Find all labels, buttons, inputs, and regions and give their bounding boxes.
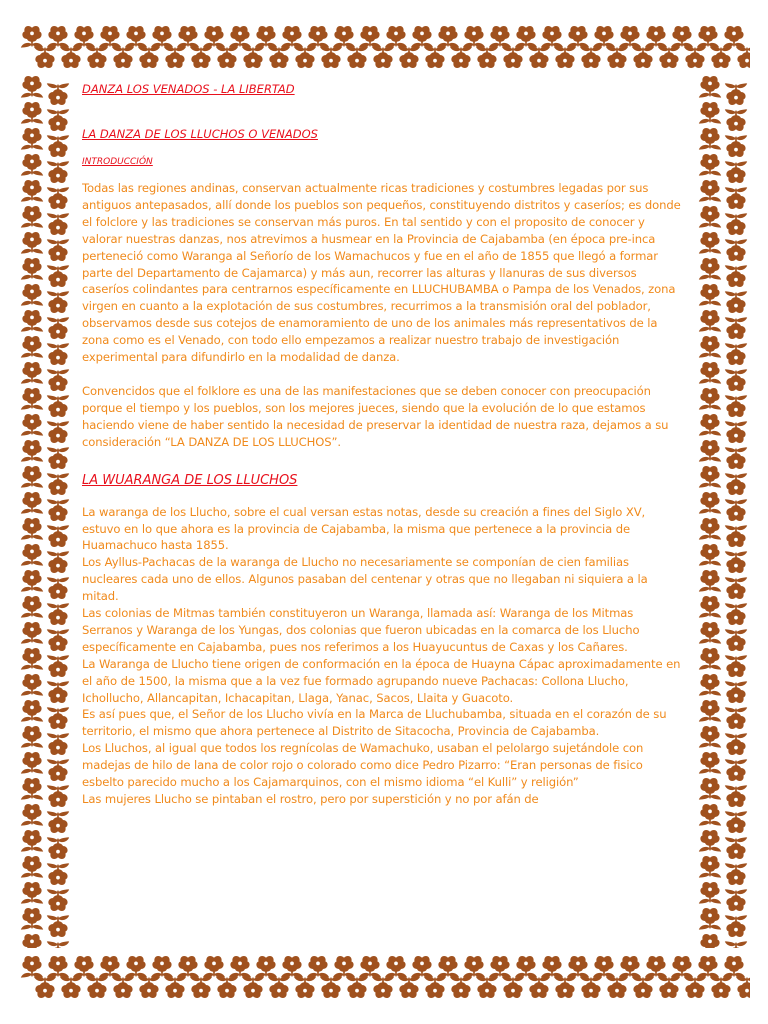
waranga-paragraph: Los Ayllus-Pachacas de la waranga de Llucho no necesariamente se componían de cien familias nucleares cada uno de ellos. Algunos pasaban del centenar y otras que no llegaban ni siquiera a la mitad. (82, 555, 648, 604)
document-title: DANZA LOS VENADOS - LA LIBERTAD (82, 82, 295, 96)
page-border-left (18, 76, 74, 948)
intro-paragraph: Todas las regiones andinas, conservan actualmente ricas tradiciones y costumbres legadas por sus antiguos antepasados, allí donde los pueblos son pequeños, constituyendo distritos y caseríos; es donde el folclore y las tradiciones se conservan más puros. En tal sentido y con el proposito de conocer y valorar nuestras danzas, nos atrevimos a husmear en la Provincia de Cajabamba (en época pre-inca perteneció como Waranga al Señorío de los Wamachucos y fue en el año de 1855 que llegó a formar parte del Departamento de Cajamarca) y más aun, recorrer las alturas y llanuras de sus diversos caseríos colindantes para centrarnos específicamente en LLUCHUBAMBA o Pampa de los Venados, zona virgen en cuanto a la explotación de sus costumbres, recurrimos a la transmisión oral del poblador, observamos desde sus cotejos de enamoramiento de uno de los animales más representativos de la zona como es el Venado, con todo ello empezamos a realizar nuestro trabajo de investigación experimental para difundirlo en la modalidad de danza. (82, 181, 681, 365)
waranga-paragraph: Los Lluchos, al igual que todos los regnícolas de Wamachuko, usaban el pelolargo sujetándole con madejas de hilo de lana de color rojo o colorado como dice Pedro Pizarro: “Eran personas de fisico esbelto parecido mucho a los Cajamarquinos, con el mismo idioma “el Kulli” y religión” (82, 741, 644, 790)
document-subtitle: LA DANZA DE LOS LLUCHOS O VENADOS (82, 127, 318, 141)
page-border-top (18, 20, 750, 76)
flower-ornament-icon (18, 20, 750, 76)
waranga-paragraph: Las mujeres Llucho se pintaban el rostro, pero por superstición y no por afán de (82, 792, 539, 806)
flower-ornament-icon (18, 76, 74, 948)
waranga-paragraph: Es así pues que, el Señor de los Llucho vivía en la Marca de Lluchubamba, situada en el corazón de su territorio, el mismo que ahora pertenece al Distrito de Sitacocha, Provincia de Cajabamba. (82, 707, 667, 739)
waranga-section (82, 504, 686, 808)
flower-ornament-icon (694, 76, 750, 948)
section-heading-intro: INTRODUCCIÓN (82, 157, 153, 167)
waranga-paragraph: Las colonias de Mitmas también constituyeron un Waranga, llamada así: Waranga de los Mitmas Serranos y Waranga de los Yungas, dos colonias que fueron ubicadas en la comarca de los Llucho específicamente en Cajabamba, pues nos referimos a los Huayucuntus de Caxas y los Cañares. (82, 606, 640, 654)
section-heading-waranga: LA WUARANGA DE LOS LLUCHOS (82, 472, 298, 488)
flower-ornament-icon (18, 948, 750, 1004)
document-body (82, 78, 686, 946)
intro-paragraph: Convencidos que el folklore es una de las manifestaciones que se deben conocer con preocupación porque el tiempo y los pueblos, son los mejores jueces, siendo que la evolución de lo que estamos haciendo viene de haber sentido la necesidad de preservar la identidad de nuestra raza, dejamos a su consideración “LA DANZA DE LOS LLUCHOS”. (82, 383, 669, 449)
waranga-paragraph: La waranga de los Llucho, sobre el cual versan estas notas, desde su creación a fines del Siglo XV, estuvo en lo que ahora es la provincia de Cajabamba, la misma que pertenece a la provincia de Huamachuco hasta 1855. (82, 504, 646, 553)
page-border-right (694, 76, 750, 948)
waranga-paragraph: La Waranga de Llucho tiene origen de conformación en la época de Huayna Cápac aproximadamente en el año de 1500, la misma que a la vez fue formado agrupando nueve Pachacas: Collona Llucho, Ichollucho, Allancapitan, Ichacapitan, Llaga, Yanac, Sacos, Llaita y Guacoto. (82, 656, 681, 705)
page-border-bottom (18, 948, 750, 1004)
